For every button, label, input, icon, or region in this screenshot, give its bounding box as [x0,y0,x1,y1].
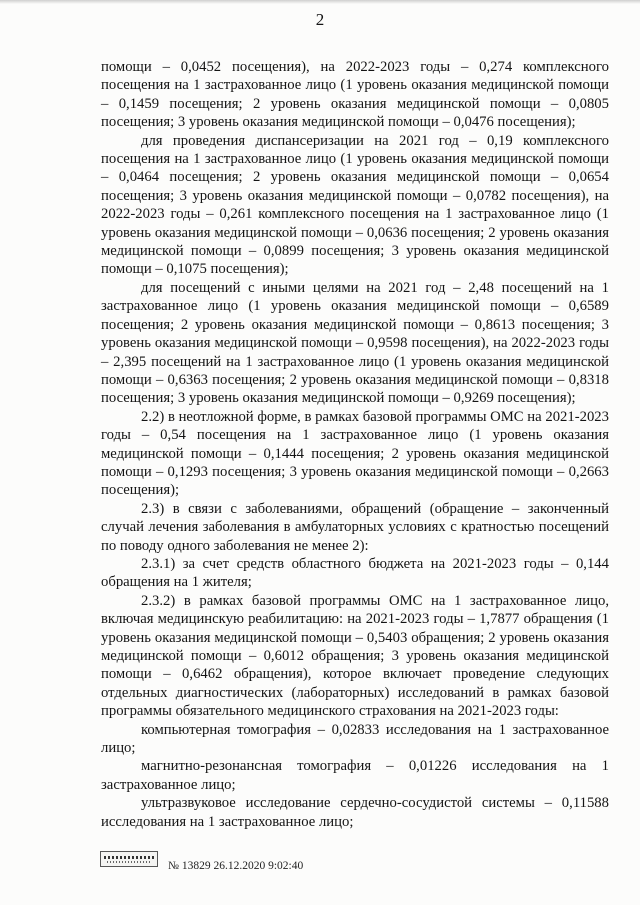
paragraph-2-2: 2.2) в неотложной форме, в рамках базовой программы ОМС на 2021-2023 годы – 0,54 посещения на 1 застрахованное лицо (1 уровень оказания медицинской помощи – 0,1444 посещения; 2 уровень оказания медицинской помощи – 0,1293 посещения; 3 уровень оказания медицинской помощи – 0,2663 посещения); [101,408,609,499]
paragraph-ct: компьютерная томография – 0,02833 исследования на 1 застрахованное лицо; [101,721,609,757]
document-body [101,58,609,831]
registration-number: № 13829 26.12.2020 9:02:40 [168,860,304,872]
paragraph-other-visits: для посещений с иными целями на 2021 год – 2,48 посещений на 1 застрахованное лицо (1 уровень оказания медицинской помощи – 0,6589 посещения; 2 уровень оказания медицинской помощи – 0,8613 посещения; 3 уровень оказания медицинской помощи – 0,9598 посещения), на 2022-2023 годы – 2,395 посещений на 1 застрахованное лицо (1 уровень оказания медицинской помощи – 0,6363 посещения; 2 уровень оказания медицинской помощи – 0,8318 посещения; 3 уровень оказания медицинской помощи – 0,9269 посещения); [101,279,609,407]
paragraph-ultrasound: ультразвуковое исследование сердечно-сосудистой системы – 0,11588 исследования на 1 застрахованное лицо; [101,795,609,830]
barcode-stripe [104,856,154,859]
scan-top-edge [0,0,640,4]
paragraph-2-3-2: 2.3.2) в рамках базовой программы ОМС на 1 застрахованное лицо, включая медицинскую реабилитацию: на 2021-2023 годы – 1,7877 обращения (1 уровень оказания медицинской помощи – 0,5403 обращения; 2 уровень оказания медицинской помощи – 0,6012 обращения; 3 уровень оказания медицинской помощи – 0,6462 обращения), которое включает проведение следующих отдельных диагностических (лабораторных) исследований в рамках базовой программы обязательного медицинского страхования на 2021-2023 годы: [101,592,609,720]
paragraph-continuation: помощи – 0,0452 посещения), на 2022-2023 годы – 0,274 комплексного посещения на 1 застрахованное лицо (1 уровень оказания медицинской помощи – 0,1459 посещения; 2 уровень оказания медицинской помощи – 0,0805 посещения; 3 уровень оказания медицинской помощи – 0,0476 посещения); [101,59,609,131]
paragraph-dispanserization: для проведения диспансеризации на 2021 год – 0,19 комплексного посещения на 1 застрахованное лицо (1 уровень оказания медицинской помощи – 0,0464 посещения; 2 уровень оказания медицинской помощи – 0,0654 посещения; 3 уровень оказания медицинской помощи – 0,0782 посещения), на 2022-2023 годы – 0,261 комплексного посещения на 1 застрахованное лицо (1 уровень оказания медицинской помощи – 0,0636 посещения; 2 уровень оказания медицинской помощи – 0,0899 посещения; 3 уровень оказания медицинской помощи – 0,1075 посещения); [101,132,609,278]
paragraph-2-3: 2.3) в связи с заболеваниями, обращений (обращение – законченный случай лечения заболевания в амбулаторных условиях с кратностью посещений по поводу одного заболевания не менее 2): [101,500,609,554]
page-number: 2 [315,10,325,29]
paragraph-mri: магнитно-резонансная томография – 0,01226 исследования на 1 застрахованное лицо; [101,758,609,793]
barcode-stamp [100,851,158,867]
barcode-stripe-secondary [107,861,151,863]
paragraph-2-3-1: 2.3.1) за счет средств областного бюджета на 2021-2023 годы – 0,144 обращения на 1 жителя; [101,555,609,591]
